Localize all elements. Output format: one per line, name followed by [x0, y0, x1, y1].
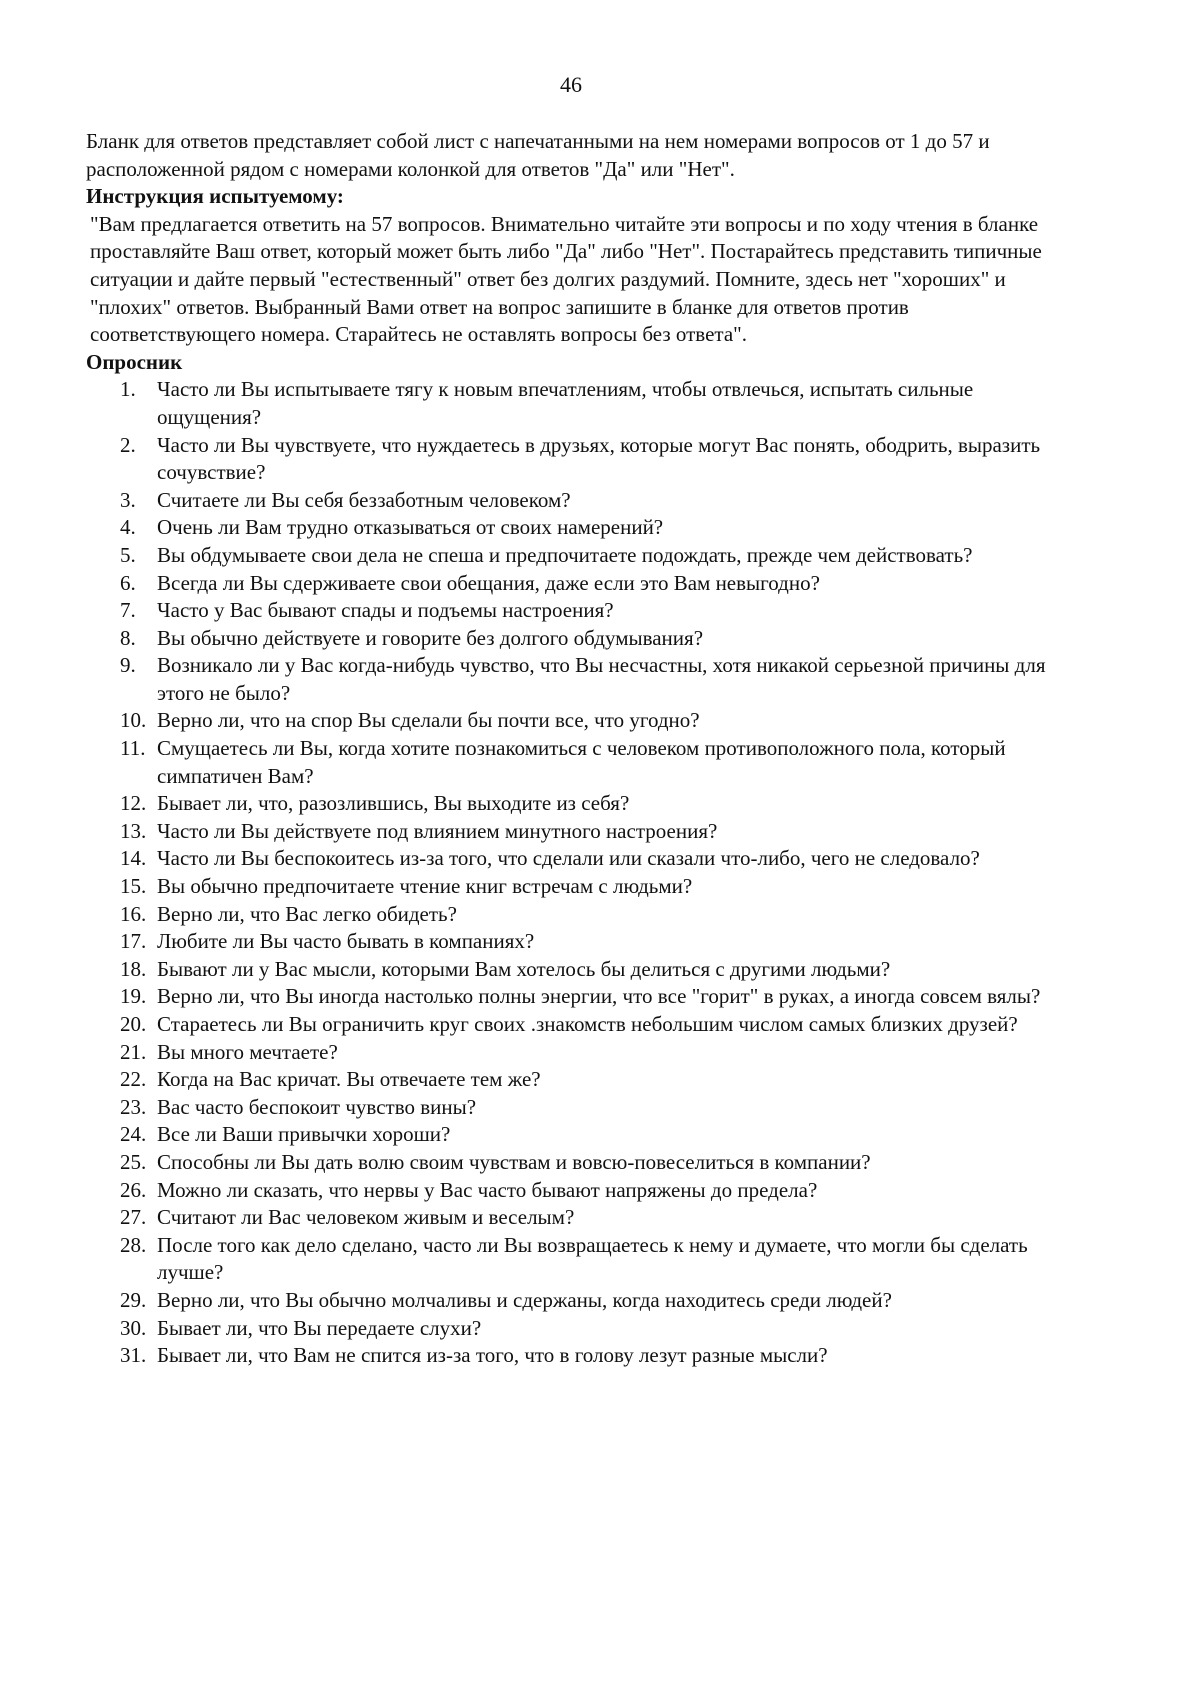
question-text: Смущаетесь ли Вы, когда хотите познакомиться с человеком противоположного пола, который симпатичен Вам? [157, 736, 1006, 788]
question-text: Когда на Вас кричат. Вы отвечаете тем же? [157, 1067, 541, 1092]
question-item [86, 845, 1054, 873]
question-text: Вы много мечтаете? [157, 1039, 338, 1064]
question-text: После того как дело сделано, часто ли Вы возвращаетесь к нему и думаете, что могли бы сделать лучше? [157, 1232, 1028, 1285]
question-number: 23. [120, 1094, 147, 1119]
question-text: Часто у Вас бывают спады и подъемы настроения? [157, 598, 614, 623]
question-number: 10. [120, 708, 147, 733]
question-text: Бывает ли, что Вы передаете слухи? [157, 1315, 482, 1340]
question-text: Бывает ли, что, разозлившись, Вы выходите из себя? [157, 791, 630, 816]
question-text: Бывают ли у Вас мысли, которыми Вам хотелось бы делиться с другими людьми? [157, 956, 891, 981]
question-text: Возникало ли у Вас когда-нибудь чувство, что Вы несчастны, хотя никакой серьезной причины для этого не было? [157, 653, 1046, 705]
question-item [86, 928, 1054, 956]
question-text: Очень ли Вам трудно отказываться от своих намерений? [157, 515, 664, 540]
question-item [86, 597, 1054, 625]
question-item [86, 570, 1054, 598]
question-item [86, 432, 1054, 487]
question-item [86, 652, 1054, 707]
question-text: Часто ли Вы испытываете тягу к новым впечатлениям, чтобы отвлечься, испытать сильные ощущения? [157, 377, 974, 429]
question-text: Можно ли сказать, что нервы у Вас часто бывают напряжены до предела? [157, 1177, 818, 1202]
question-item [86, 956, 1054, 984]
question-text: Верно ли, что Вас легко обидеть? [157, 901, 457, 926]
question-number: 9. [120, 653, 136, 678]
question-number: 21. [120, 1039, 147, 1064]
question-number: 12. [120, 791, 147, 816]
question-item [86, 1232, 1054, 1287]
question-item [86, 1121, 1054, 1149]
question-item [86, 818, 1054, 846]
question-text: Стараетесь ли Вы ограничить круг своих .знакомств небольшим числом самых близких друзей? [157, 1012, 1018, 1036]
question-number: 19. [120, 984, 147, 1009]
question-number: 3. [120, 487, 136, 512]
question-number: 31. [120, 1343, 147, 1368]
question-item [86, 1066, 1054, 1094]
question-text: Вы обычно предпочитаете чтение книг встречам с людьми? [157, 874, 693, 899]
question-item [86, 625, 1054, 653]
question-text: Все ли Ваши привычки хороши? [157, 1122, 451, 1147]
question-item [86, 983, 1054, 1011]
question-number: 20. [120, 1012, 147, 1036]
question-text: Любите ли Вы часто бывать в компаниях? [157, 929, 535, 954]
question-number: 14. [120, 846, 147, 871]
question-item [86, 1011, 1054, 1039]
question-item [86, 873, 1054, 901]
question-number: 8. [120, 625, 136, 650]
question-text: Часто ли Вы действуете под влиянием минутного настроения? [157, 818, 718, 843]
question-text: Всегда ли Вы сдерживаете свои обещания, даже если это Вам невыгодно? [157, 570, 820, 595]
question-item [86, 1177, 1054, 1205]
instruction-heading: Инструкция испытуемому: [86, 184, 344, 209]
question-item [86, 514, 1054, 542]
questionnaire-heading: Опросник [86, 349, 183, 374]
question-text: Часто ли Вы беспокоитесь из-за того, что сделали или сказали что-либо, чего не следовало? [157, 846, 980, 871]
question-number: 17. [120, 929, 147, 954]
question-number: 13. [120, 818, 147, 843]
question-number: 11. [120, 736, 146, 761]
question-text: Способны ли Вы дать волю своим чувствам и вовсю-повеселиться в компании? [157, 1149, 871, 1174]
question-item [86, 901, 1054, 929]
question-number: 4. [120, 515, 136, 540]
page-number: 46 [560, 72, 582, 97]
question-number: 27. [120, 1205, 147, 1230]
question-item [86, 487, 1054, 515]
question-number: 15. [120, 874, 147, 899]
question-text: Верно ли, что Вы иногда настолько полны энергии, что все "горит" в руках, а иногда совсем вялы? [157, 984, 1041, 1009]
question-item [86, 1287, 1054, 1315]
question-text: Вас часто беспокоит чувство вины? [157, 1094, 477, 1119]
question-number: 22. [120, 1067, 147, 1092]
question-number: 30. [120, 1315, 147, 1340]
page-content [86, 128, 1054, 1370]
question-number: 6. [120, 570, 136, 595]
question-number: 1. [120, 377, 136, 402]
question-number: 28. [120, 1232, 147, 1257]
question-text: Верно ли, что на спор Вы сделали бы почти все, что угодно? [157, 708, 700, 733]
question-number: 18. [120, 956, 147, 981]
question-text: Считают ли Вас человеком живым и веселым? [157, 1205, 575, 1230]
question-item [86, 735, 1054, 790]
answer-sheet-description: Бланк для ответов представляет собой лист с напечатанными на нем номерами вопросов от 1 до 57 и расположенной рядом с номерами колонкой для ответов "Да" или "Нет". [86, 129, 990, 181]
question-item [86, 1094, 1054, 1122]
question-item [86, 1204, 1054, 1232]
question-item [86, 1149, 1054, 1177]
question-number: 26. [120, 1177, 147, 1202]
instruction-text: "Вам предлагается ответить на 57 вопросов. Внимательно читайте эти вопросы и по ходу чтения в бланке проставляйте Ваш ответ, который может быть либо "Да" либо "Нет". Постарайтесь представить типичные ситуации и дайте первый "естественный" ответ без долгих раздумий. Помните, здесь нет "хороших" и "плохих" ответов. Выбранный Вами ответ на вопрос запишите в бланке для ответов против соответствующего номера. Старайтесь не оставлять вопросы без ответа". [90, 211, 1042, 347]
question-text: Вы обдумываете свои дела не спеша и предпочитаете подождать, прежде чем действовать? [157, 542, 973, 567]
question-text: Часто ли Вы чувствуете, что нуждаетесь в друзьях, которые могут Вас понять, ободрить, выразить сочувствие? [157, 432, 1041, 485]
question-number: 16. [120, 901, 147, 926]
question-number: 29. [120, 1287, 147, 1312]
question-item [86, 790, 1054, 818]
question-text: Вы обычно действуете и говорите без долгого обдумывания? [157, 625, 704, 650]
question-item [86, 542, 1054, 570]
question-number: 24. [120, 1122, 147, 1147]
question-number: 25. [120, 1149, 147, 1174]
question-text: Считаете ли Вы себя беззаботным человеком? [157, 487, 571, 512]
question-number: 5. [120, 542, 136, 567]
question-number: 2. [120, 432, 136, 457]
question-text: Верно ли, что Вы обычно молчаливы и сдержаны, когда находитесь среди людей? [157, 1287, 892, 1312]
question-item [86, 707, 1054, 735]
question-text: Бывает ли, что Вам не спится из-за того, что в голову лезут разные мысли? [157, 1343, 828, 1368]
question-item [86, 1315, 1054, 1343]
question-number: 7. [120, 598, 136, 623]
question-item [86, 1342, 1054, 1370]
question-item [86, 376, 1054, 431]
question-list [86, 376, 1054, 1369]
question-item [86, 1039, 1054, 1067]
